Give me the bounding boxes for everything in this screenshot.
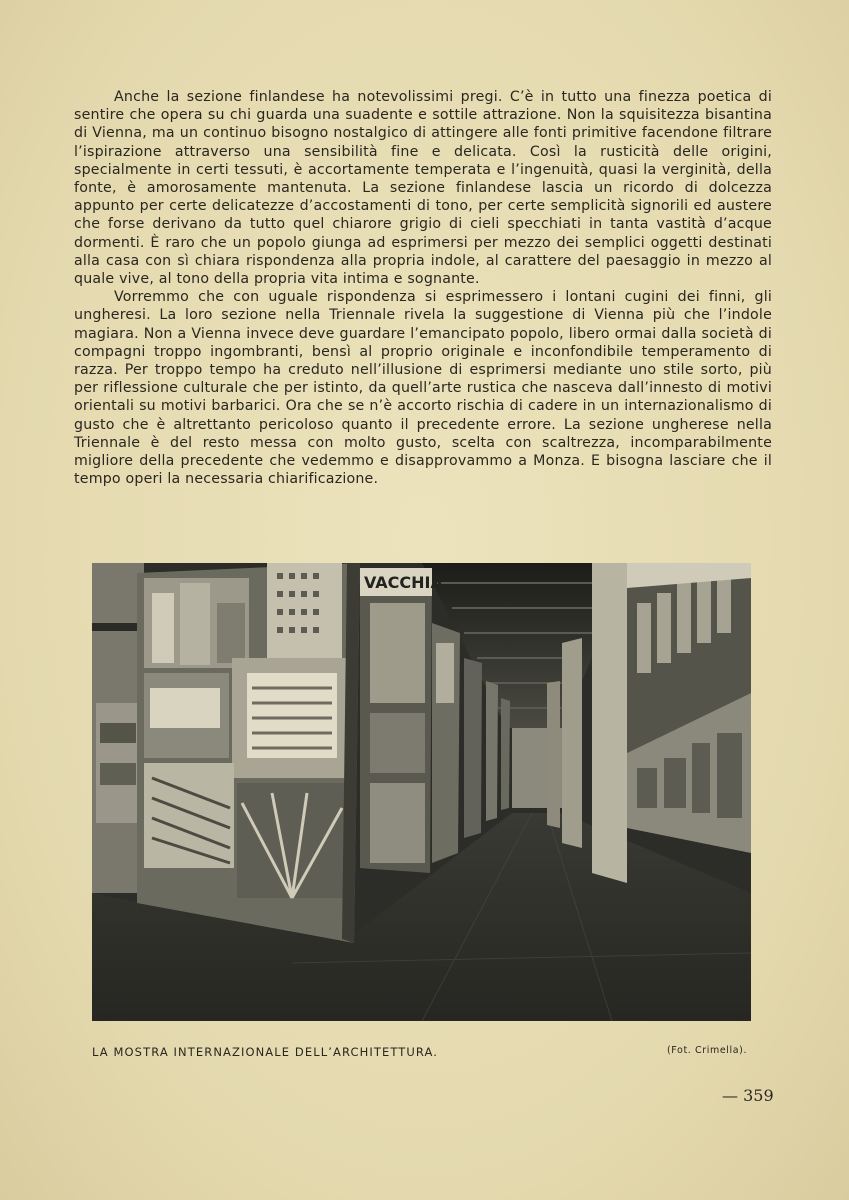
panel-lettering: VACCHIA bbox=[364, 573, 443, 592]
paragraph-finnish-section: Anche la sezione finlandese ha notevolissimi pregi. C’è in tutto una finezza poetica di sentire che opera su chi guarda una suadente e sottile attrazione. Non la squisitezza bisantina di Vienna, ma un continuo bisogno nostalgico di attingere alle fonti primitive facendone filtrare l’ispirazione attraverso una sensibilità fine e delicata. Così la rusticità delle origini, specialmente in certi tessuti, è accortamente temperata e l’ingenuità, quasi la verginità, della fonte, è amorosamente mantenuta. La sezione finlandese lascia un ricordo di dolcezza appunto per certe delicatezze d’accostamenti di tono, per certe semplicità signorili ed austere che forse derivano da tutto quel chiarore grigio di cieli specchiati in tanta vastità d’acque dormenti. È raro che un popolo giunga ad esprimersi per mezzo dei semplici oggetti destinati alla casa con sì chiara rispondenza alla propria indole, al carattere del paesaggio in mezzo al quale vive, al tono della propria vita intima e sognante. bbox=[74, 89, 772, 288]
exhibition-hall-illustration bbox=[92, 563, 751, 1021]
page-number: — 359 bbox=[722, 1086, 774, 1105]
photo-credit: (Fot. Crimella). bbox=[667, 1045, 748, 1056]
article-body bbox=[74, 88, 772, 488]
exhibition-photo bbox=[92, 563, 751, 1021]
paragraph-hungarian-section: Vorremmo che con uguale rispondenza si esprimessero i lontani cugini dei finni, gli ungheresi. La loro sezione nella Triennale rivela la suggestione di Vienna più che l’indole magiara. Non a Vienna invece deve guardare l’emancipato popolo, libero ormai dalla società di compagni troppo ingombranti, bensì al proprio originale e inconfondibile temperamento di razza. Per troppo tempo ha creduto nell’illusione di esprimersi mediante uno stile sorto, più per riflessione culturale che per istinto, da quell’arte rustica che nasceva dall’innesto di motivi orientali su motivi barbarici. Ora che se n’è accorto rischia di cadere in un internazionalismo di gusto che è altrettanto pericoloso quanto il precedente errore. La sezione ungherese nella Triennale è del resto messa con molto gusto, scelta con scaltrezza, incomparabilmente migliore della precedente che vedemmo e disapprovammo a Monza. E bisogna lasciare che il tempo operi la necessaria chiarificazione. bbox=[74, 289, 772, 488]
photo-caption: LA MOSTRA INTERNAZIONALE DELL’ARCHITETTURA. bbox=[92, 1045, 439, 1059]
